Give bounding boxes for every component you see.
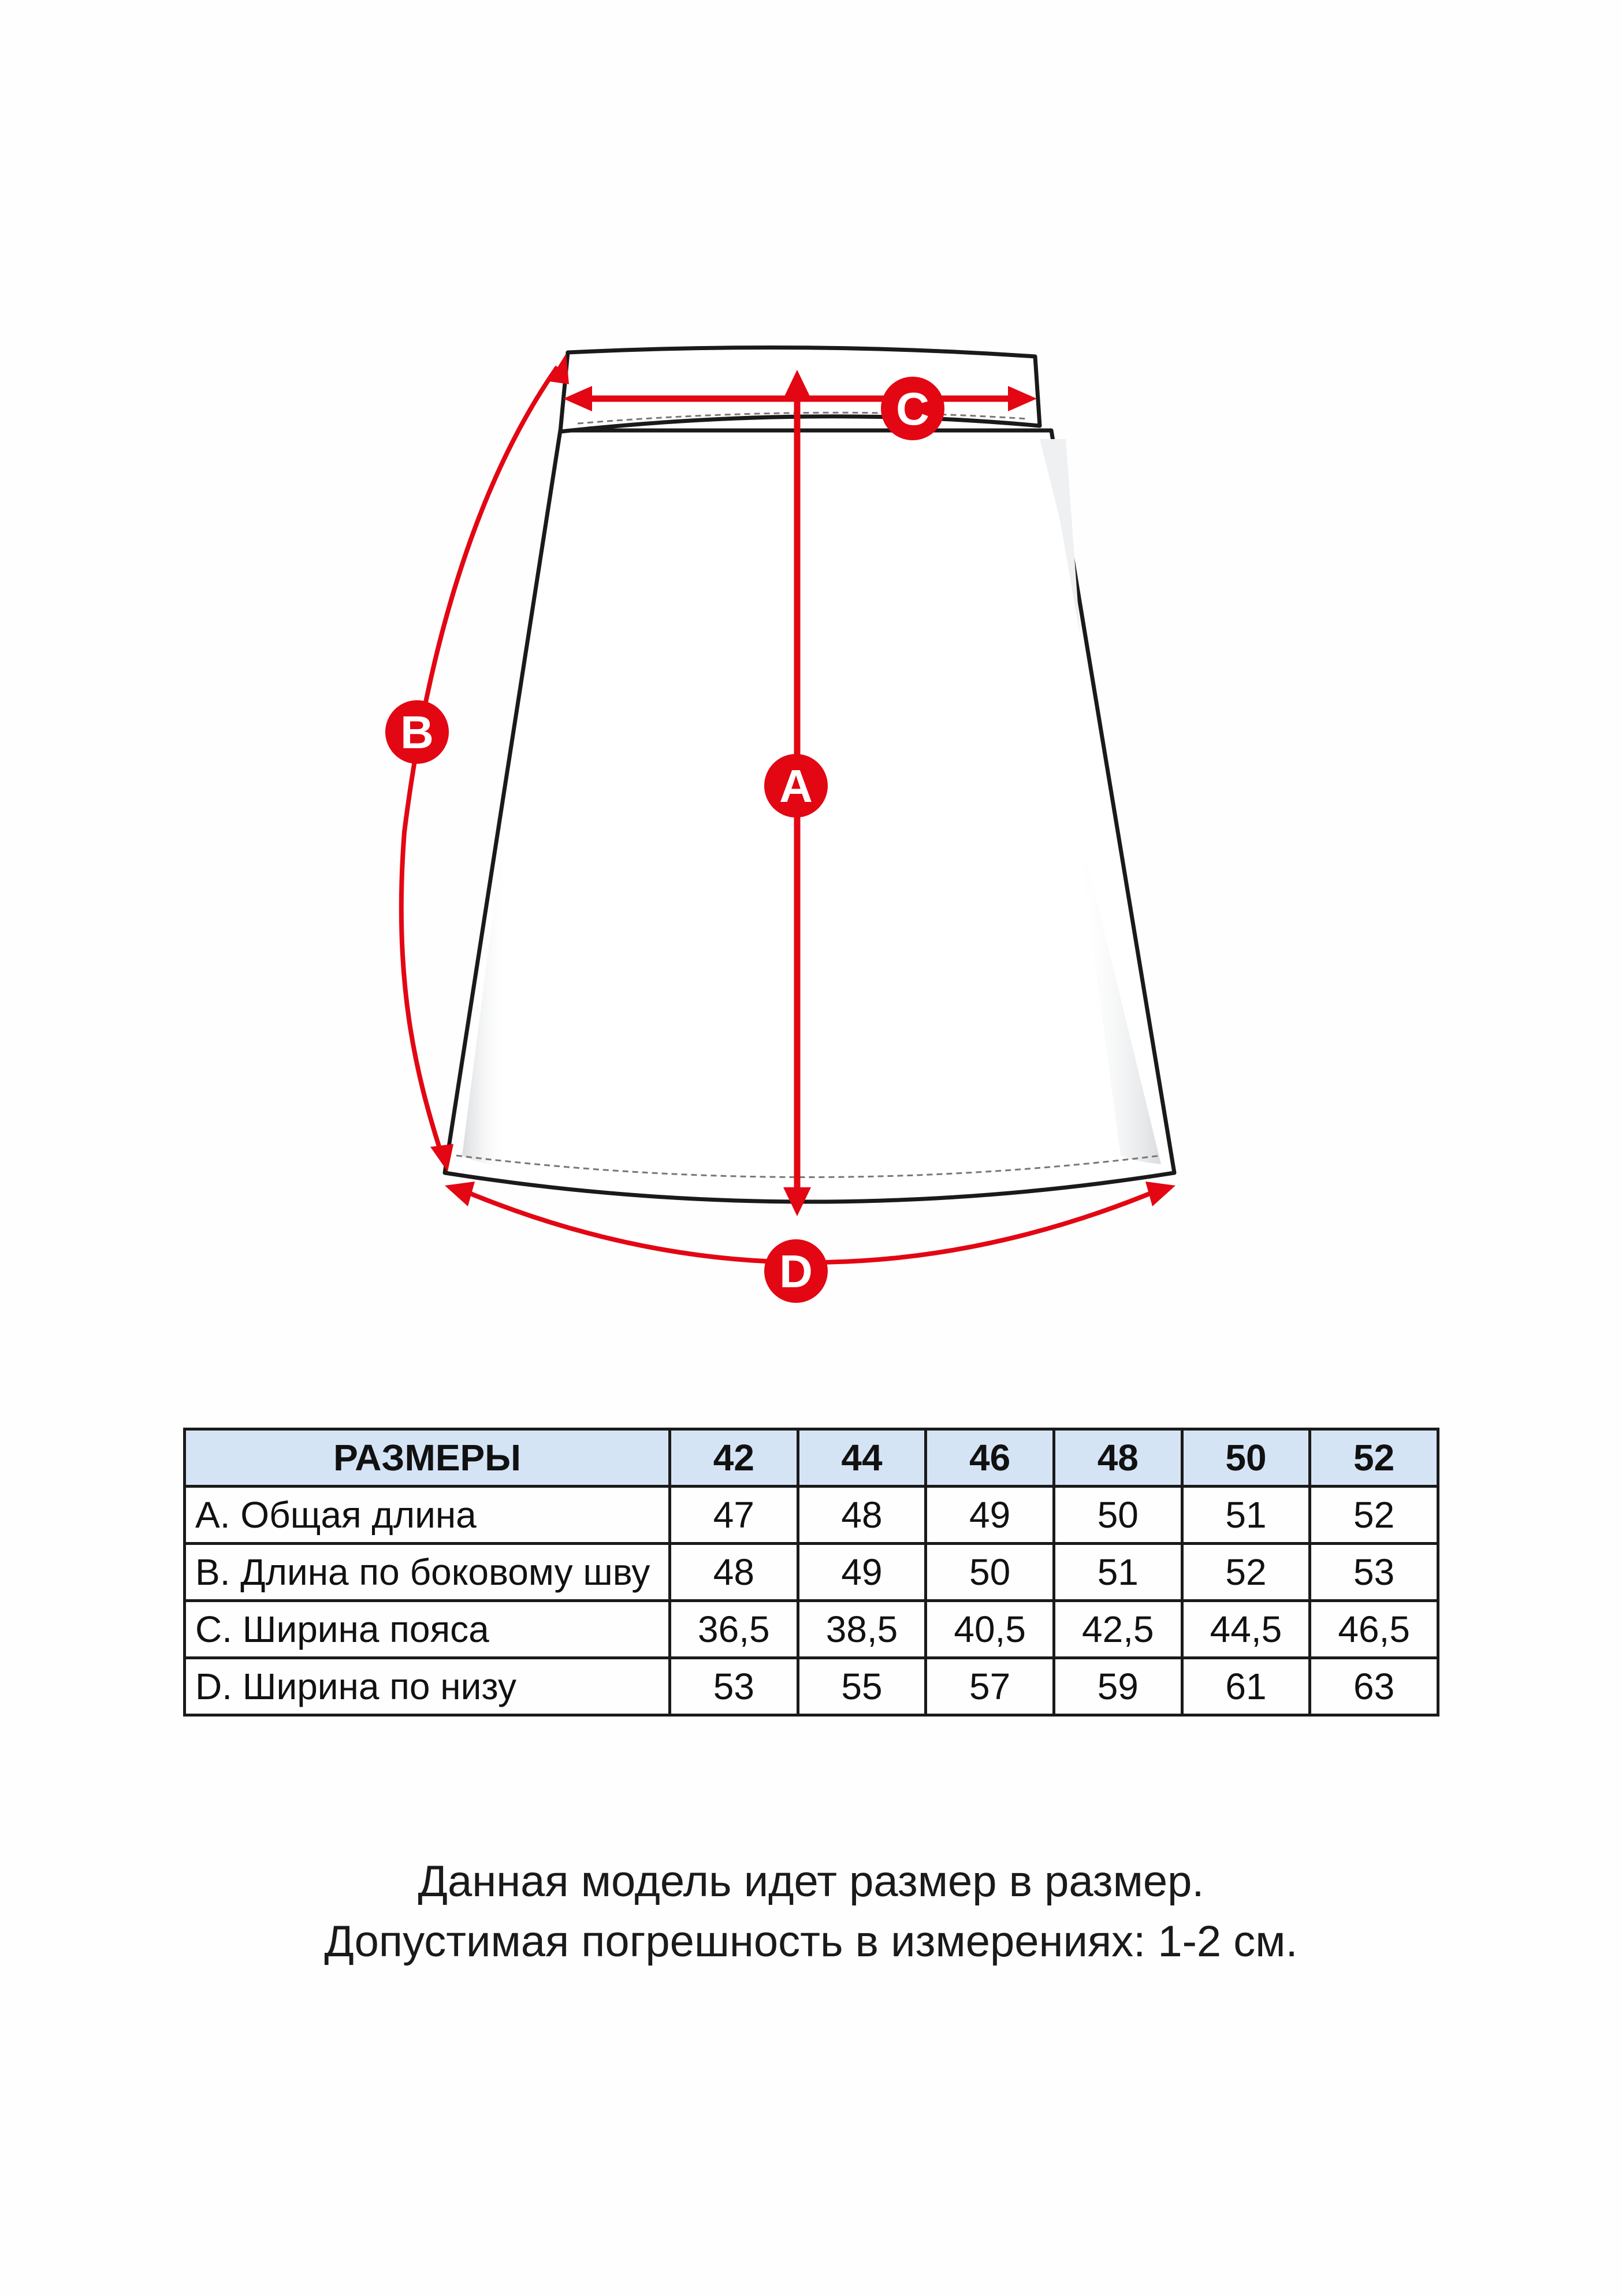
table-cell: 59 (1054, 1658, 1182, 1715)
badge-c-label: C (896, 383, 929, 434)
badge-a (764, 754, 828, 818)
table-cell: 50 (1054, 1487, 1182, 1544)
size-header-cell: 42 (670, 1429, 798, 1487)
row-label: D. Ширина по низу (185, 1658, 670, 1715)
size-header-title: РАЗМЕРЫ (185, 1429, 670, 1487)
table-cell: 50 (926, 1544, 1054, 1601)
size-note (0, 1852, 1622, 1972)
row-label: A. Общая длина (185, 1487, 670, 1544)
table-cell: 51 (1182, 1487, 1310, 1544)
badge-b-label: B (400, 707, 434, 758)
note-line-1: Данная модель идет размер в размер. (418, 1857, 1204, 1906)
size-header-cell: 44 (798, 1429, 926, 1487)
skirt-shading-left (462, 838, 508, 1167)
table-row (185, 1658, 1438, 1715)
table-cell: 47 (670, 1487, 798, 1544)
table-cell: 46,5 (1310, 1601, 1438, 1658)
table-cell: 42,5 (1054, 1601, 1182, 1658)
measure-b-arrow-top (549, 354, 569, 384)
table-cell: 49 (798, 1544, 926, 1601)
table-cell: 53 (1310, 1544, 1438, 1601)
badge-c (881, 377, 944, 440)
size-header-cell: 50 (1182, 1429, 1310, 1487)
badge-b (385, 700, 449, 764)
table-cell: 53 (670, 1658, 798, 1715)
table-cell: 57 (926, 1658, 1054, 1715)
row-label: C. Ширина пояса (185, 1601, 670, 1658)
table-cell: 48 (798, 1487, 926, 1544)
badge-a-label: A (779, 760, 813, 812)
table-cell: 49 (926, 1487, 1054, 1544)
size-table (183, 1428, 1439, 1717)
badge-d-label: D (779, 1246, 813, 1297)
table-cell: 38,5 (798, 1601, 926, 1658)
size-header-row (185, 1429, 1438, 1487)
table-cell: 63 (1310, 1658, 1438, 1715)
table-row (185, 1601, 1438, 1658)
table-cell: 61 (1182, 1658, 1310, 1715)
table-cell: 40,5 (926, 1601, 1054, 1658)
table-cell: 44,5 (1182, 1601, 1310, 1658)
note-line-2: Допустимая погрешность в измерениях: 1-2 см. (324, 1917, 1298, 1966)
table-cell: 55 (798, 1658, 926, 1715)
table-row (185, 1487, 1438, 1544)
size-header-cell: 46 (926, 1429, 1054, 1487)
table-cell: 51 (1054, 1544, 1182, 1601)
size-header-cell: 48 (1054, 1429, 1182, 1487)
measure-d-arrow-right (1145, 1182, 1175, 1206)
table-cell: 52 (1310, 1487, 1438, 1544)
table-row (185, 1544, 1438, 1601)
size-header-cell: 52 (1310, 1429, 1438, 1487)
table-cell: 36,5 (670, 1601, 798, 1658)
table-cell: 48 (670, 1544, 798, 1601)
table-cell: 52 (1182, 1544, 1310, 1601)
row-label: B. Длина по боковому шву (185, 1544, 670, 1601)
measure-d-arrow-left (445, 1182, 475, 1206)
badge-d (764, 1239, 828, 1303)
